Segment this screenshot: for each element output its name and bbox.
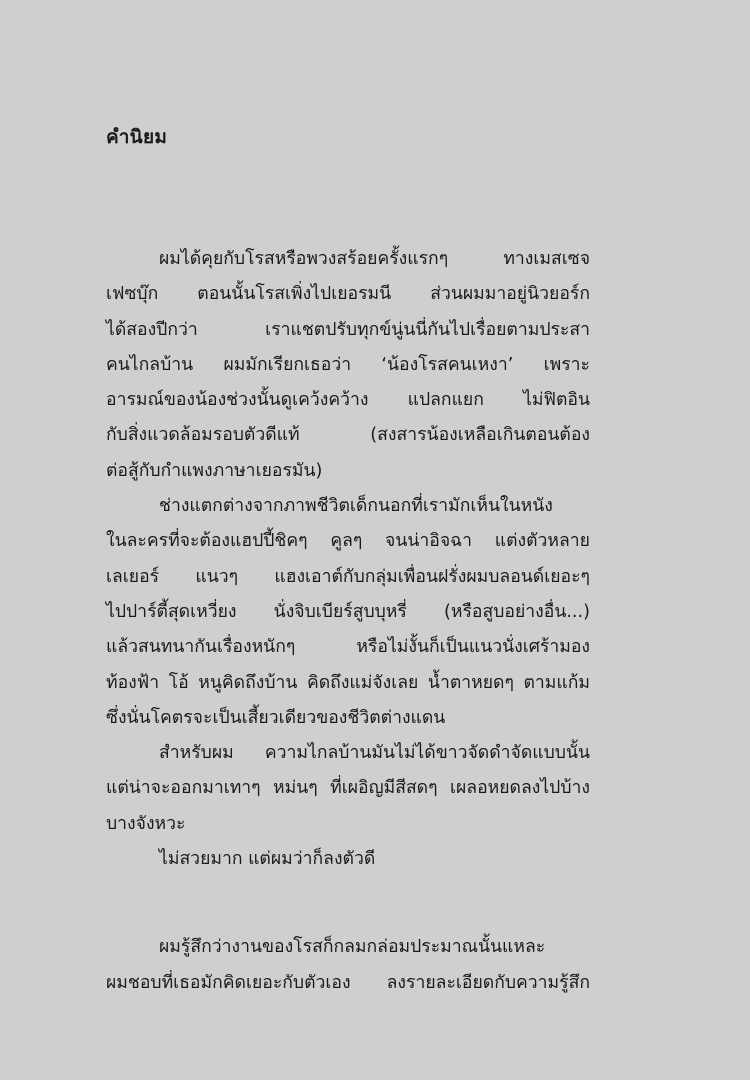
paragraph-line: ผมได้คุยกับโรสหรือพวงสร้อยครั้งแรกๆ ทางเมสเซจ — [159, 249, 590, 269]
paragraph-line: แล้วสนทนากันเรื่องหนักๆ หรือไม่งั้นก็เป็นแนวนั่งเศร้ามอง — [106, 637, 590, 658]
paragraph-line: ได้สองปีกว่า เราแชตปรับทุกข์นู่นนี่กันไปเรื่อยตามประสา — [106, 319, 590, 340]
paragraph-line: ช่างแตกต่างจากภาพชีวิตเด็กนอกที่เรามักเห็นในหนัง — [159, 496, 553, 517]
paragraph-line: ไปปาร์ตี้สุดเหวี่ยง นั่งจิบเบียร์สูบบุหรี่ (หรือสูบอย่างอื่น...) — [106, 601, 590, 622]
paragraph-line: ผมชอบที่เธอมักคิดเยอะกับตัวเอง ลงรายละเอียดกับความรู้สึก — [106, 972, 590, 993]
body-text — [106, 242, 590, 1001]
paragraph-line: คนไกลบ้าน ผมมักเรียกเธอว่า ‘น้องโรสคนเหงา’ เพราะ — [106, 354, 590, 375]
page-title: คำนิยม — [106, 126, 168, 148]
paragraph-line: เฟซบุ๊ก ตอนนั้นโรสเพิ่งไปเยอรมนี ส่วนผมมาอยู่นิวยอร์ก — [106, 284, 590, 305]
paragraph-line: สำหรับผม ความไกลบ้านมันไม่ได้ขาวจัดดำจัดแบบนั้น — [159, 743, 590, 764]
paragraph-line: กับสิ่งแวดล้อมรอบตัวดีแท้ (สงสารน้องเหลือเกินตอนต้อง — [106, 425, 590, 446]
paragraph-line: ผมรู้สึกว่างานของโรสก็กลมกล่อมประมาณนั้นแหละ — [159, 937, 546, 958]
paragraph-line: บางจังหวะ — [106, 813, 186, 834]
paragraph-line: ต่อสู้กับกำแพงภาษาเยอรมัน) — [106, 460, 323, 481]
section-break — [106, 877, 590, 930]
paragraph-line: ในละครที่จะต้องแฮปปี้ชิคๆ คูลๆ จนน่าอิจฉา แต่งตัวหลาย — [106, 531, 590, 552]
paragraph-line: เลเยอร์ แนวๆ แฮงเอาต์กับกลุ่มเพื่อนฝรั่งผมบลอนด์เยอะๆ — [106, 566, 590, 587]
paragraph-line: ซึ่งนั่นโคตรจะเป็นเสี้ยวเดียวของชีวิตต่างแดน — [106, 707, 446, 728]
paragraph-line: ไม่สวยมาก แต่ผมว่าก็ลงตัวดี — [159, 849, 376, 870]
paragraph-line: แต่น่าจะออกมาเทาๆ หม่นๆ ที่เผอิญมีสีสดๆ เผลอหยดลงไปบ้าง — [106, 778, 590, 799]
paragraph-line: ท้องฟ้า โอ้ หนูคิดถึงบ้าน คิดถึงแม่จังเลย น้ำตาหยดๆ ตามแก้ม — [106, 672, 590, 693]
paragraph-line: อารมณ์ของน้องช่วงนั้นดูเคว้งคว้าง แปลกแยก ไม่ฟิตอิน — [106, 390, 590, 411]
